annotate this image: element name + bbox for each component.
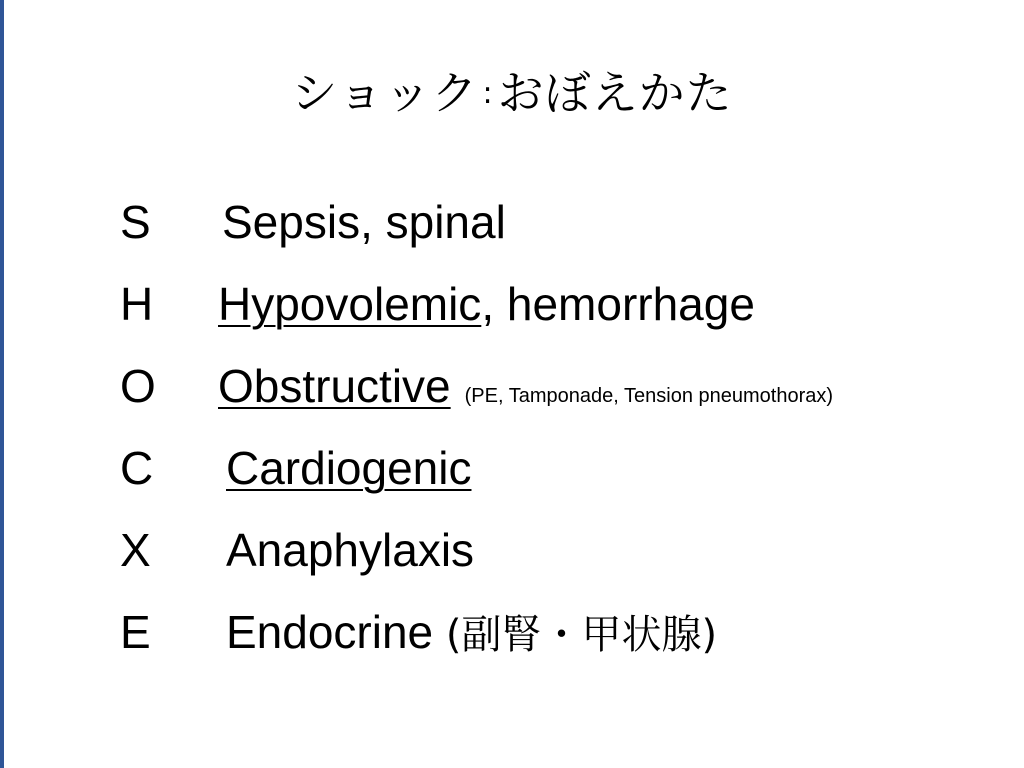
slide-title [0,58,1024,129]
mnemonic-term: Sepsis, spinal [222,196,506,248]
mnemonic-row-c [0,436,1024,500]
mnemonic-term-text: Endocrine [226,606,434,658]
mnemonic-term [226,600,717,667]
mnemonic-term: Anaphylaxis [226,524,475,576]
mnemonic-term [218,272,755,336]
mnemonic-term-underlined: Hypovolemic [218,278,482,330]
title-rest: おぼえかた [497,66,733,120]
mnemonic-row-o [0,354,1024,418]
mnemonic-note-jp: (副腎・甲状腺) [445,612,718,658]
mnemonic-term-rest: , hemorrhage [481,278,755,330]
mnemonic-letter: H [120,278,154,330]
mnemonic-row-x [0,518,1024,582]
mnemonic-letter: S [120,196,151,248]
title-main: ショック [291,66,479,120]
mnemonic-term-underlined: Cardiogenic [226,442,472,494]
mnemonic-term [226,436,471,500]
mnemonic-letter: X [120,524,151,576]
title-separator: : [482,76,494,111]
mnemonic-term [218,354,833,428]
mnemonic-note: (PE, Tamponade, Tension pneumothorax) [464,385,834,407]
mnemonic-letter: C [120,442,154,494]
mnemonic-letter: O [120,360,156,412]
mnemonic-letter: E [120,606,151,658]
mnemonic-row-h [0,272,1024,336]
mnemonic-term-underlined: Obstructive [218,360,451,412]
mnemonic-row-s [0,190,1024,254]
mnemonic-row-e [0,600,1024,664]
